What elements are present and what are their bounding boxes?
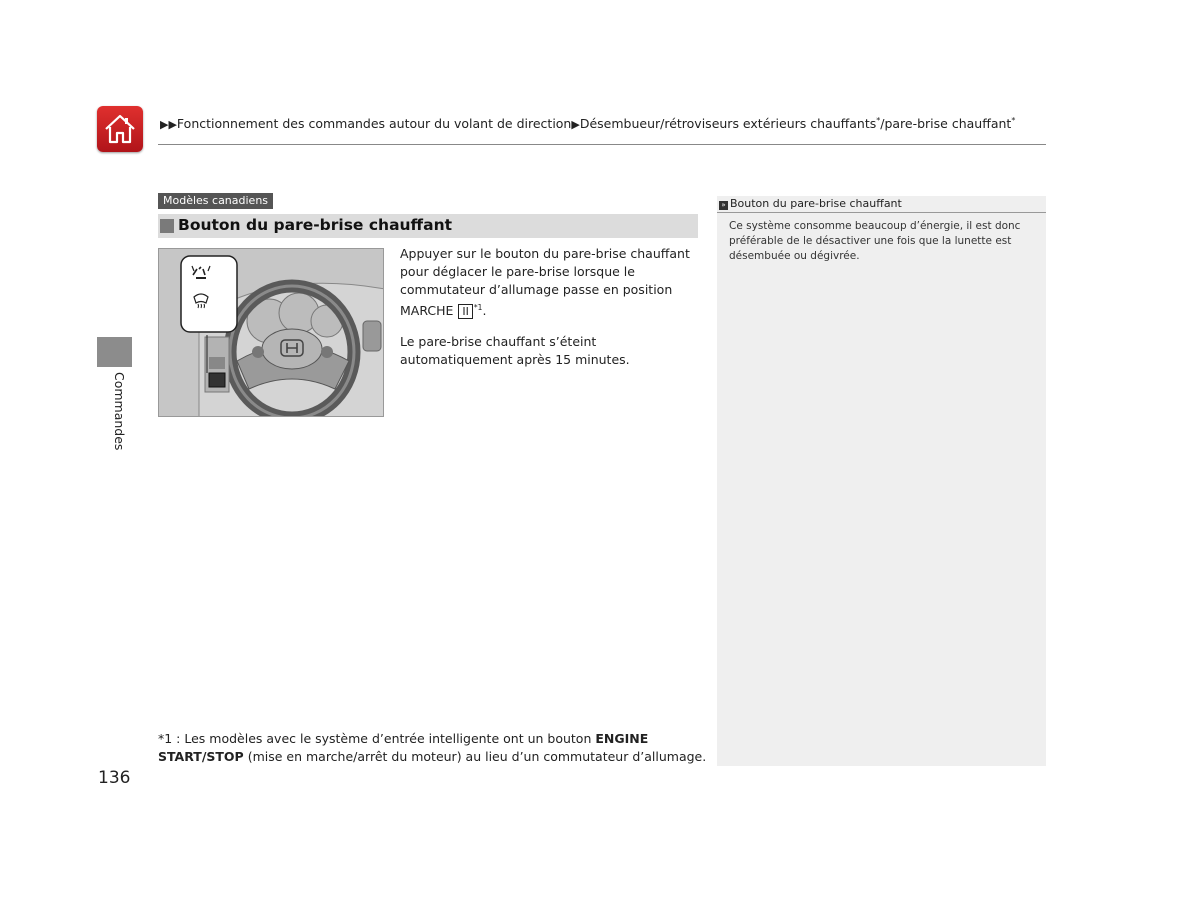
side-note-title	[717, 196, 1046, 213]
footnote-star: *	[1011, 116, 1016, 125]
body-text	[400, 245, 700, 382]
footnote-text: *1 : Les modèles avec le système d’entrée intelligente ont un bouton	[158, 731, 596, 746]
steering-wheel-drawing	[159, 249, 384, 417]
side-tab[interactable]	[97, 337, 132, 367]
instruction-end: .	[482, 303, 487, 319]
side-note-title-text[interactable]: Bouton du pare-brise chauffant	[730, 197, 902, 210]
header-divider	[158, 144, 1046, 145]
side-note-body: Ce système consomme beaucoup d’énergie, il est donc préférable de le désactiver une fois que la lunette est désembuée ou dégivrée.	[729, 220, 1021, 262]
footnote	[158, 730, 718, 766]
instruction-paragraph	[400, 245, 700, 320]
instruction-text: Appuyer sur le bouton du pare-brise chauffant pour déglacer le pare-brise lorsque le commutateur d’allumage passe en position MARCHE	[400, 246, 690, 319]
breadcrumb-arrow-icon: ▶	[571, 118, 580, 132]
breadcrumb-arrow-icon: ▶▶	[160, 118, 177, 132]
dashboard-illustration	[158, 248, 384, 417]
ignition-position-box: II	[458, 304, 473, 319]
section-heading	[158, 214, 698, 238]
breadcrumb-item-1[interactable]: Fonctionnement des commandes autour du volant de direction	[176, 116, 572, 132]
breadcrumb	[160, 116, 1015, 131]
breadcrumb-item-2[interactable]: Désembueur/rétroviseurs extérieurs chauffants	[579, 116, 877, 132]
section-marker	[160, 219, 174, 233]
footnote-star: *	[876, 116, 881, 125]
footnote-ref[interactable]: *1	[473, 303, 483, 312]
side-note	[717, 196, 1046, 766]
home-button[interactable]	[97, 106, 143, 152]
page-number: 136	[98, 768, 131, 788]
footnote-text-end: (mise en marche/arrêt du moteur) au lieu d’un commutateur d’allumage.	[243, 749, 707, 764]
home-icon	[103, 112, 137, 146]
section-title: Bouton du pare-brise chauffant	[178, 216, 453, 234]
model-tag: Modèles canadiens	[158, 193, 273, 209]
footnote-bold-text: ENGINE START/STOP	[158, 731, 649, 764]
breadcrumb-item-3[interactable]: /pare-brise chauffant	[880, 116, 1012, 132]
auto-off-paragraph: Le pare-brise chauffant s’éteint automatiquement après 15 minutes.	[400, 334, 630, 368]
note-marker-icon: »	[719, 201, 728, 210]
side-tab-label: Commandes	[112, 372, 127, 451]
